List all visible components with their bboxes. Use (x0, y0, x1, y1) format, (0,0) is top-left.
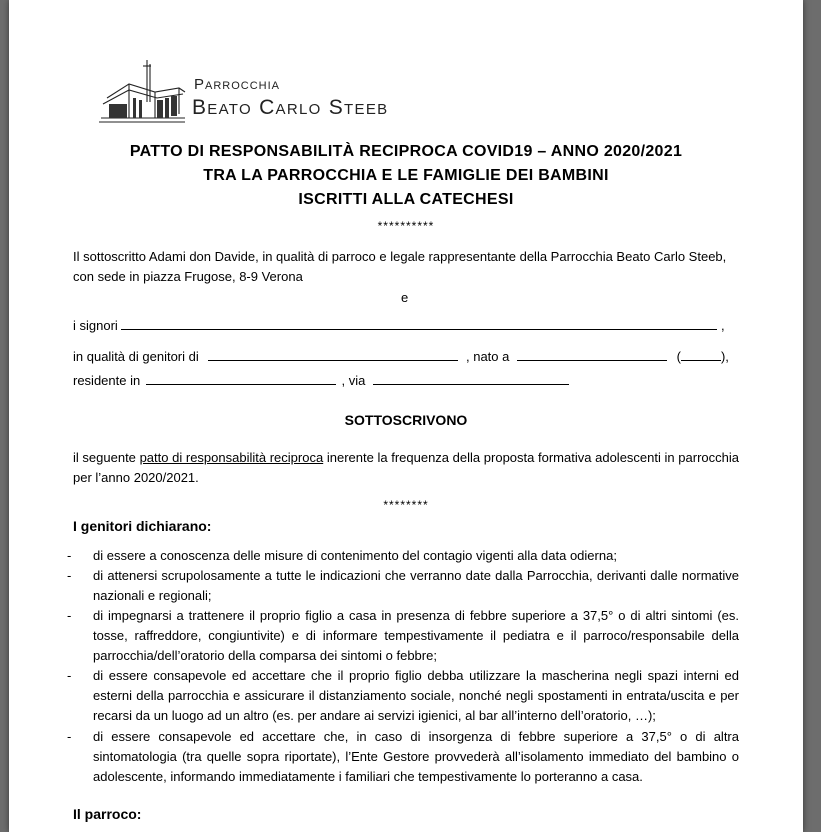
list-item (67, 727, 739, 787)
conjunction-e: e (401, 290, 409, 305)
brand-parish-name: Beato Carlo Steeb (192, 96, 389, 119)
street-blank-field[interactable] (373, 372, 569, 385)
document-title-line-2: TRA LA PARROCCHIA E LE FAMIGLIE DEI BAMBINI (203, 167, 609, 184)
signori-label: i signori (73, 318, 118, 333)
pact-prefix: il seguente (73, 450, 136, 465)
via-label: , via (341, 373, 366, 388)
bullet-dash: - (67, 548, 72, 563)
pact-suffix: inerente la frequenza della proposta formativa adolescenti in parrocchia per l’anno 2020/2021. (73, 450, 739, 485)
document-page (9, 0, 803, 832)
intro-line-1: Il sottoscritto Adami don Davide, in qualità di parroco e legale rappresentante della Parrocchia Beato Carlo Steeb, (73, 249, 727, 264)
list-item-text: di essere consapevole ed accettare che, in caso di insorgenza di febbre superiore a 37,5° o di altra sintomatologia (tra quelle sopra riportate), l’Ente Gestore provvederà all’isolamento immediato del bambino o adolescente, informando immediatamente i familiari che tempestivamente lo porteranno a casa. (93, 729, 739, 784)
list-item-text: di essere a conoscenza delle misure di contenimento del contagio vigenti alla data odierna; (93, 548, 617, 563)
list-item-text: di essere consapevole ed accettare che il proprio figlio debba utilizzare la mascherina negli spazi interni ed esterni della parrocchia e assicurare il distanziamento sociale, nonché negli spostamenti in entrata/uscita e per recarsi da un luogo ad un altro (es. per andare ai servizi igienici, al bar all’interno dell’oratorio, …); (93, 668, 739, 723)
list-item (67, 606, 739, 666)
province-blank-field[interactable] (681, 348, 721, 361)
signori-blank-field[interactable] (121, 317, 717, 330)
document-title-line-3: ISCRITTI ALLA CATECHESI (298, 191, 514, 208)
subscribe-heading: SOTTOSCRIVONO (344, 412, 468, 428)
pact-paragraph (73, 448, 739, 488)
residence-row (73, 372, 569, 388)
province-close: ), (720, 349, 729, 364)
parroco-heading: Il parroco: (73, 806, 142, 822)
signori-end: , (721, 318, 725, 333)
bullet-dash: - (67, 729, 72, 744)
bullet-dash: - (67, 668, 72, 683)
child-name-blank-field[interactable] (208, 348, 458, 361)
list-item-text: di impegnarsi a trattenere il proprio figlio a casa in presenza di febbre superiore a 37,5° o di altri sintomi (es. tosse, raffreddore, congiuntivite) e di informare tempestivamente il pediatra e il parroco/responsabile della parrocchia/dell’oratorio della comparsa dei sintomi o febbre; (93, 608, 739, 663)
signori-row (73, 317, 725, 333)
separator-stars-2: ******** (383, 498, 429, 512)
birthplace-blank-field[interactable] (517, 348, 667, 361)
intro-line-2: con sede in piazza Frugose, 8-9 Verona (73, 269, 303, 284)
bullet-dash: - (67, 608, 72, 623)
brand-parish-label: Parrocchia (194, 76, 281, 93)
parents-heading: I genitori dichiarano: (73, 518, 212, 534)
list-item (67, 566, 739, 606)
pact-underlined-text: patto di responsabilità reciproca (139, 450, 324, 465)
document-title-line-1: PATTO DI RESPONSABILITÀ RECIPROCA COVID19 – ANNO 2020/2021 (129, 143, 683, 160)
list-item (67, 546, 739, 566)
separator-stars: ********** (377, 219, 435, 233)
residente-label: residente in (73, 373, 141, 388)
church-logo-icon (99, 58, 187, 124)
province-open: ( (676, 349, 681, 364)
bullet-dash: - (67, 568, 72, 583)
nato-label: , nato a (466, 349, 510, 364)
genitori-row (73, 348, 729, 364)
list-item-text: di attenersi scrupolosamente a tutte le indicazioni che verranno date dalla Parrocchia, derivanti dalle normative nazionali e regionali; (93, 568, 739, 603)
city-blank-field[interactable] (146, 372, 336, 385)
list-item (67, 666, 739, 726)
genitori-label: in qualità di genitori di (73, 349, 199, 364)
